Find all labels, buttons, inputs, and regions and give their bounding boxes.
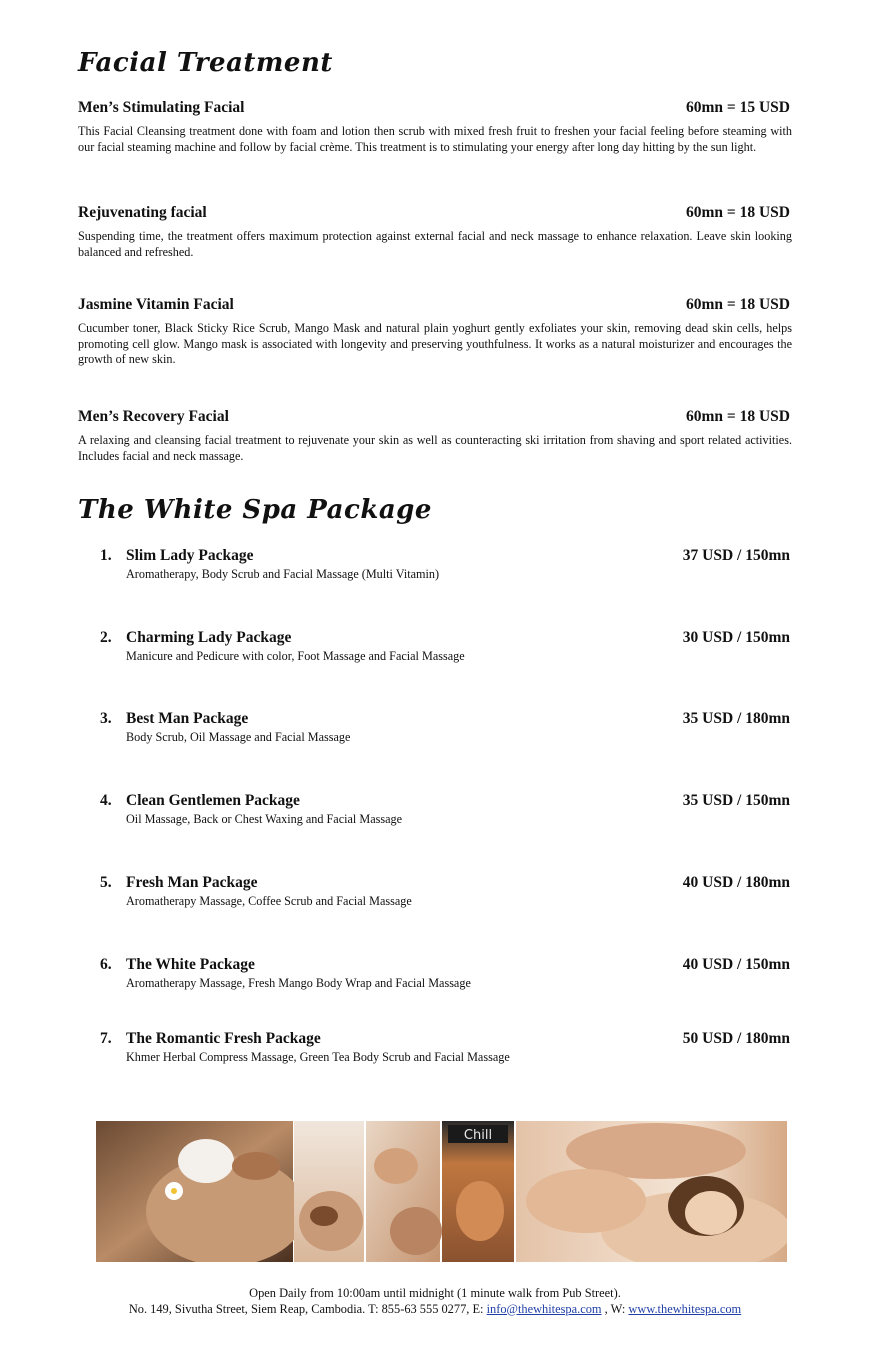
package-description: Oil Massage, Back or Chest Waxing and Facial Massage xyxy=(126,812,402,826)
package-price: 50 USD / 180mn xyxy=(682,1030,790,1047)
package-price: 40 USD / 150mn xyxy=(682,956,790,973)
package-name: Best Man Package xyxy=(126,710,249,727)
spa-photo-strip xyxy=(96,1121,787,1262)
package-price: 35 USD / 150mn xyxy=(682,792,790,809)
facial-item-price: 60mn = 18 USD xyxy=(686,204,790,221)
facial-item xyxy=(78,203,792,260)
package-description: Aromatherapy Massage, Coffee Scrub and Facial Massage xyxy=(126,894,412,908)
package-number: 3. xyxy=(100,710,112,727)
chill-logo: Chill xyxy=(463,1128,493,1143)
facial-item-name: Rejuvenating facial xyxy=(78,204,207,221)
facial-item xyxy=(78,407,792,464)
package-description: Aromatherapy, Body Scrub and Facial Massage (Multi Vitamin) xyxy=(126,567,440,581)
package-name: Charming Lady Package xyxy=(126,629,292,646)
package-description: Aromatherapy Massage, Fresh Mango Body Wrap and Facial Massage xyxy=(126,976,471,990)
package-number: 4. xyxy=(100,792,112,809)
package-item xyxy=(100,873,790,909)
package-item xyxy=(100,791,790,827)
email-link[interactable]: info@thewhitespa.com xyxy=(486,1301,602,1316)
package-number: 2. xyxy=(100,629,112,646)
package-price: 40 USD / 180mn xyxy=(682,874,790,891)
package-name: Slim Lady Package xyxy=(126,547,254,564)
package-number: 1. xyxy=(100,547,112,564)
facial-item-description: Suspending time, the treatment offers maximum protection against external facial and neck massage to enhance relaxation. Leave skin looking balanced and refreshed. xyxy=(78,229,792,259)
package-item xyxy=(100,709,790,745)
package-item xyxy=(100,1029,790,1065)
facial-item-name: Men’s Stimulating Facial xyxy=(78,99,245,116)
package-item xyxy=(100,628,790,664)
facial-item-name: Men’s Recovery Facial xyxy=(78,408,229,425)
facial-item-price: 60mn = 18 USD xyxy=(686,296,790,313)
facial-section-title: Facial Treatment xyxy=(78,48,333,78)
facial-item-price: 60mn = 18 USD xyxy=(686,408,790,425)
facial-item xyxy=(78,295,792,368)
website-link[interactable]: www.thewhitespa.com xyxy=(628,1301,742,1316)
package-description: Body Scrub, Oil Massage and Facial Massage xyxy=(126,730,351,744)
package-name: The Romantic Fresh Package xyxy=(126,1030,321,1047)
package-number: 5. xyxy=(100,874,112,891)
package-name: Fresh Man Package xyxy=(126,874,258,891)
address-text: No. 149, Sivutha Street, Siem Reap, Cambodia. T: 855-63 555 0277, E: xyxy=(128,1301,487,1316)
facial-item xyxy=(78,98,792,155)
package-price: 30 USD / 150mn xyxy=(682,629,790,646)
opening-hours: Open Daily from 10:00am until midnight (1 minute walk from Pub Street). xyxy=(249,1286,621,1300)
footer xyxy=(0,1286,870,1317)
package-item xyxy=(100,546,790,582)
package-price: 37 USD / 150mn xyxy=(682,547,790,564)
spa-photo-collage-image xyxy=(96,1121,787,1262)
web-label: , W: xyxy=(601,1301,629,1316)
facial-item-description: A relaxing and cleansing facial treatment to rejuvenate your skin as well as counteracting ski irritation from shaving and sport related activities. Includes facial and neck massage. xyxy=(78,433,792,463)
facial-item-description: This Facial Cleansing treatment done with foam and lotion then scrub with mixed fresh fruit to freshen your facial feeling before steaming with our facial steaming machine and follow by facial crème. This treatment is to stimulating your energy after long day hitting by the sun light. xyxy=(78,124,792,154)
package-price: 35 USD / 180mn xyxy=(682,710,790,727)
facial-item-price: 60mn = 15 USD xyxy=(686,99,790,116)
package-description: Khmer Herbal Compress Massage, Green Tea Body Scrub and Facial Massage xyxy=(126,1050,510,1064)
package-name: The White Package xyxy=(126,956,255,973)
package-number: 7. xyxy=(100,1030,112,1047)
package-item xyxy=(100,955,790,991)
package-section-title: The White Spa Package xyxy=(78,495,432,525)
package-description: Manicure and Pedicure with color, Foot Massage and Facial Massage xyxy=(126,649,465,663)
package-number: 6. xyxy=(100,956,112,973)
facial-item-description: Cucumber toner, Black Sticky Rice Scrub, Mango Mask and natural plain yoghurt gently exfoliates your skin, removing dead skin cells, helps promoting cell glow. Mango mask is associated with longevity and preserving youthfulness. It works as a natural moisturizer and encourages the growth of new skin. xyxy=(78,321,792,366)
facial-item-name: Jasmine Vitamin Facial xyxy=(78,296,234,313)
package-name: Clean Gentlemen Package xyxy=(126,792,300,809)
contact-line xyxy=(0,1302,870,1318)
